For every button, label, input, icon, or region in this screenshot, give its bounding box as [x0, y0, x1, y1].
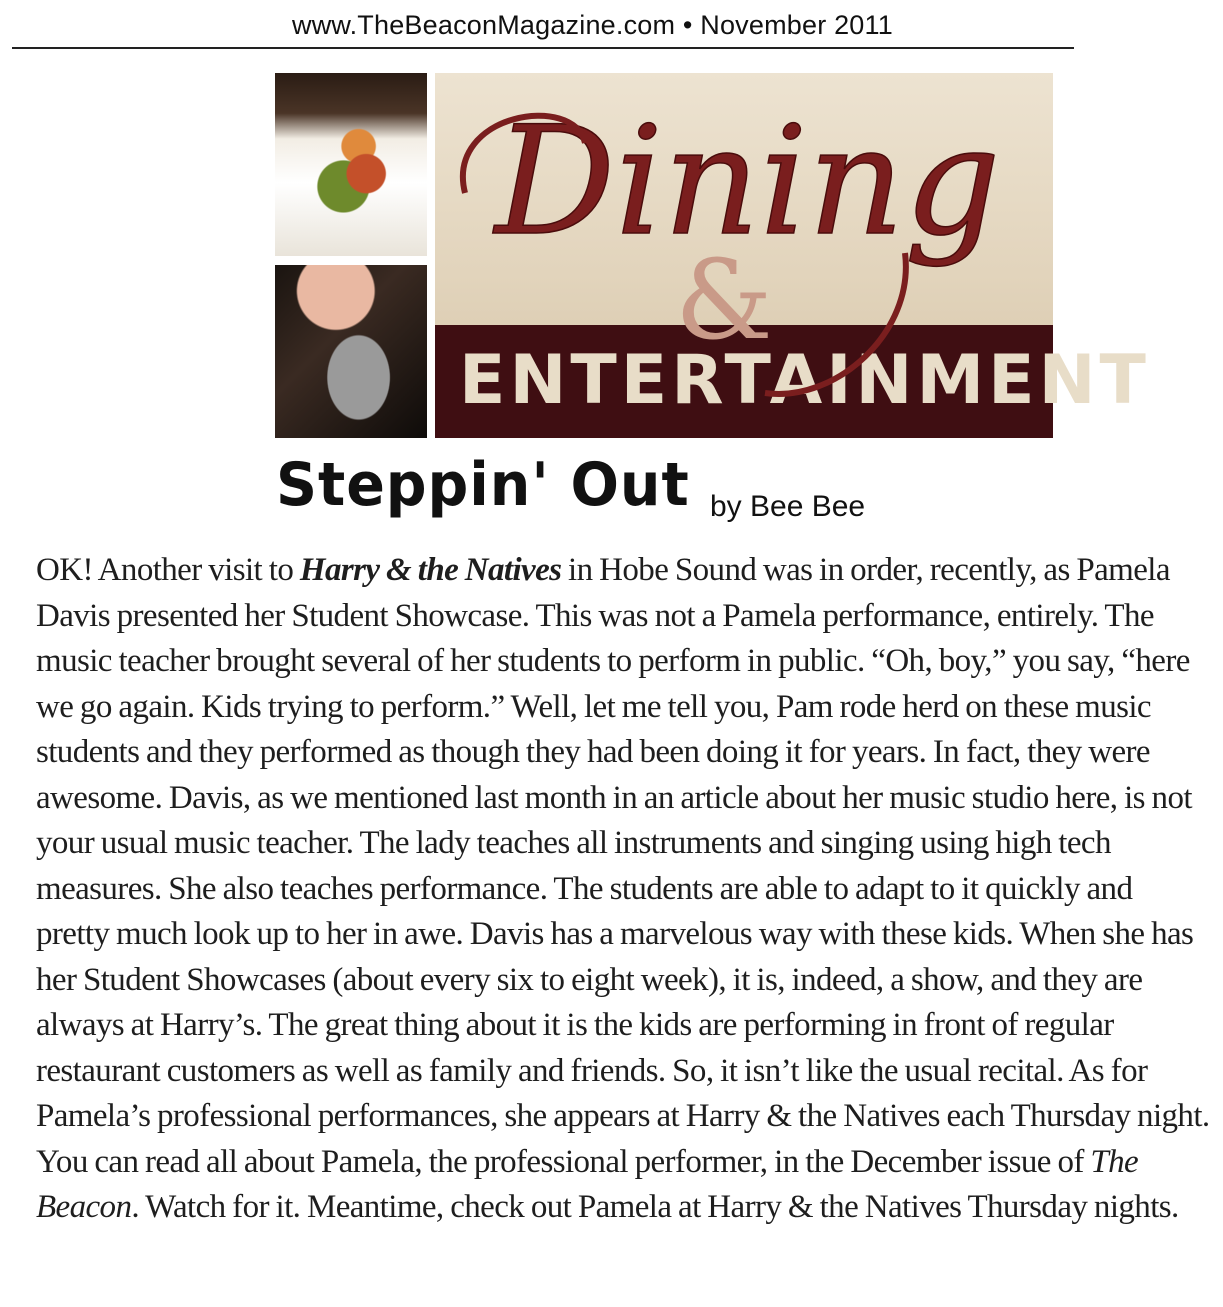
header-rule — [12, 47, 1074, 49]
entertainment-word: ENTERTAINMENT — [459, 341, 1150, 420]
publication-name: The Beacon — [36, 1143, 1139, 1225]
dining-entertainment-banner — [275, 73, 1150, 438]
article-title-row — [276, 450, 711, 520]
script-tail-flourish — [765, 253, 906, 394]
ampersand-glyph: & — [675, 236, 773, 364]
venue-name: Harry & the Natives — [299, 552, 562, 588]
body-text-1: OK! Another visit to — [36, 552, 300, 588]
body-text-3: . Watch for it. Meantime, check out Pamela at Harry & the Natives Thursday nights. — [131, 1189, 1179, 1225]
dining-word: Dining — [495, 95, 1001, 269]
article-byline: by Bee Bee — [710, 490, 866, 523]
article-paragraph — [36, 548, 1211, 1231]
dining-script-logo — [435, 73, 1053, 438]
body-text-2: in Hobe Sound was in order, recently, as Pamela Davis presented her Student Showcase. This was not a Pamela performance, entirely. The music teacher brought several of her students to perform in public. “Oh, boy,” you say, “here we go again. Kids trying to perform.” Well, let me tell you, Pam rode herd on these music students and they performed as though they had been doing it for years. In fact, they were awesome. Davis, as we mentioned last month in an article about her music studio here, is not your usual music teacher. The lady teaches all instruments and singing using high tech measures. She also teaches performance. The students are able to adapt to it quickly and pretty much look up to her in awe. Davis has a marvelous way with these kids. When she has her Student Showcases (about every six to eight week), it is, indeed, a show, and they are always at Harry’s. The great thing about it is the kids are performing in front of regular restaurant customers as well as family and friends. So, it isn’t like the usual recital. As for Pamela’s professional performances, she appears at Harry & the Natives each Thursday night. You can read all about Pamela, the professional performer, in the December issue of — [36, 552, 1210, 1180]
food-photo — [275, 73, 427, 256]
masthead: www.TheBeaconMagazine.com • November 2011 — [292, 10, 893, 40]
singer-microphone-photo — [275, 265, 427, 438]
article-body — [36, 548, 1211, 1231]
article-title: Steppin' Out — [276, 450, 690, 520]
